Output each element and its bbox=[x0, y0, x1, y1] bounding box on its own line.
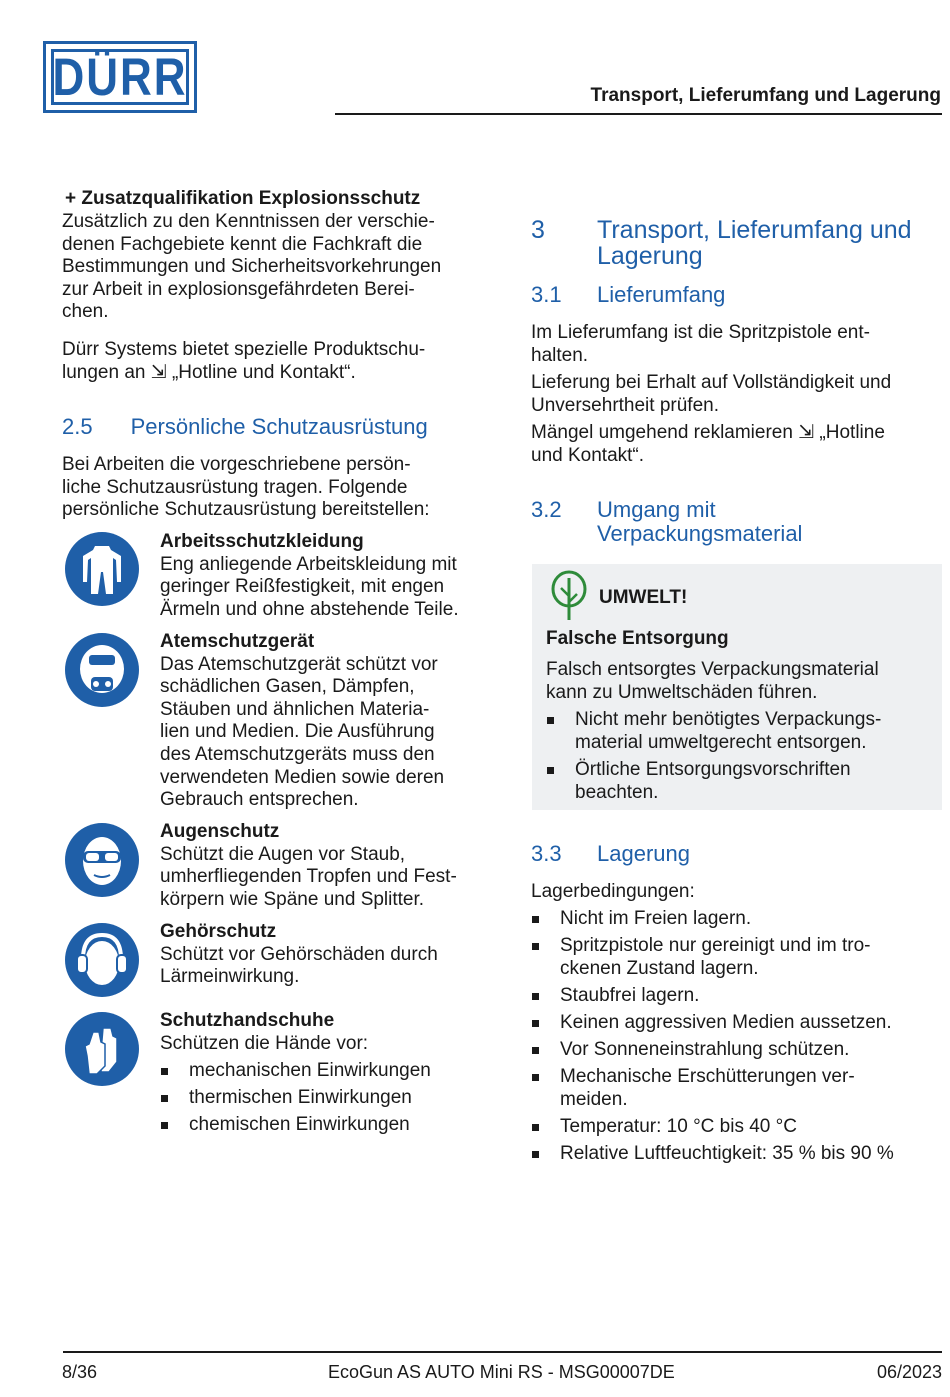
page-number: 8/36 bbox=[62, 1362, 98, 1382]
environment-text: Falsch entsorgtes Verpackungsmaterial kann zu Umweltschäden führen. bbox=[546, 659, 879, 703]
storage-list bbox=[531, 907, 942, 1169]
chapter-3-heading: 3 Transport, Lieferumfang und Lagerung bbox=[531, 216, 912, 270]
hearing-protection-icon bbox=[65, 923, 139, 997]
list-item: Vor Sonneneinstrahlung schützen. bbox=[531, 1038, 942, 1061]
s31-paragraph-3: Mängel umgehend reklamieren ⇲ „Hotline und Kontakt“. bbox=[531, 422, 885, 466]
gloves-list bbox=[160, 1059, 490, 1136]
environment-plant-icon bbox=[550, 570, 588, 628]
duerr-logo bbox=[43, 41, 197, 113]
ppe-hearing-entry: Gehörschutz Schützt vor Gehörschäden durch Lärmeinwirkung. bbox=[160, 921, 438, 988]
s31-paragraph-1: Im Lieferumfang ist die Spritzpistole ent- halten. bbox=[531, 322, 870, 366]
section-3-3-heading: 3.3 Lagerung bbox=[531, 841, 690, 866]
s31-paragraph-2: Lieferung bei Erhalt auf Vollständigkeit und Unversehrtheit prüfen. bbox=[531, 372, 892, 416]
ppe-intro: Bei Arbeiten die vorgeschriebene persön- liche Schutzausrüstung tragen. Folgende persönliche Schutzausrüstung bereitstellen: bbox=[62, 454, 430, 521]
eye-protection-icon bbox=[65, 823, 139, 897]
cross-reference-icon: ⇲ bbox=[150, 361, 172, 383]
list-item: Örtliche Entsorgungsvorschriften beachten. bbox=[546, 758, 936, 804]
hotline-link[interactable]: „Hotline und Kontakt“. bbox=[171, 361, 356, 383]
storage-intro: Lagerbedingungen: bbox=[531, 881, 695, 902]
list-item: Mechanische Erschütterungen ver- meiden. bbox=[531, 1065, 942, 1111]
list-item: Relative Luftfeuchtigkeit: 35 % bis 90 % bbox=[531, 1142, 942, 1165]
list-item: Keinen aggressiven Medien aussetzen. bbox=[531, 1011, 942, 1034]
list-item: Nicht mehr benötigtes Verpackungs- material umweltgerecht entsorgen. bbox=[546, 708, 936, 754]
header-rule bbox=[335, 113, 942, 115]
list-item: Staubfrei lagern. bbox=[531, 984, 942, 1007]
list-item: thermischen Einwirkungen bbox=[160, 1086, 490, 1109]
qualification-text: Zusätzlich zu den Kenntnissen der verschie- denen Fachgebiete kennt die Fachkraft die Bestimmungen und Sicherheitsvorkehrungen zur Arbeit in explosionsgefährdeten Berei- chen. bbox=[62, 211, 442, 323]
list-item: Temperatur: 10 °C bis 40 °C bbox=[531, 1115, 942, 1138]
training-paragraph: Dürr Systems bietet spezielle Produktschu- lungen an ⇲ „Hotline und Kontakt“. bbox=[62, 339, 426, 383]
environment-title: Falsche Entsorgung bbox=[546, 628, 729, 649]
environment-list bbox=[546, 708, 936, 808]
footer-rule bbox=[63, 1351, 942, 1353]
cross-reference-icon: ⇲ bbox=[798, 422, 820, 443]
qualification-title: + Zusatzqualifikation Explosionsschutz bbox=[65, 188, 421, 209]
respirator-icon bbox=[65, 633, 139, 707]
ppe-gloves-entry: Schutzhandschuhe Schützen die Hände vor: mechanischen Einwirkungen thermischen Einwirkungen chemischen Einwirkungen bbox=[160, 1010, 490, 1140]
ppe-clothing-entry: Arbeitsschutzkleidung Eng anliegende Arbeitskleidung mit geringer Reißfestigkeit, mit engen Ärmeln und ohne abstehende Teile. bbox=[160, 531, 459, 620]
list-item: Spritzpistole nur gereinigt und im tro- ckenen Zustand lagern. bbox=[531, 934, 942, 980]
protective-clothing-icon bbox=[65, 532, 139, 606]
environment-label: UMWELT! bbox=[599, 587, 688, 608]
header-section-title: Transport, Lieferumfang und Lagerung bbox=[590, 85, 941, 106]
hotline-link[interactable]: „Hotline bbox=[819, 422, 885, 443]
ppe-respirator-entry: Atemschutzgerät Das Atemschutzgerät schützt vor schädlichen Gasen, Dämpfen, Stäuben und ähnlichen Materia- lien und Medien. Die Ausführung des Atemschutzgeräts muss den verwendeten Medien sowie deren Gebrauch entsprechen. bbox=[160, 631, 445, 811]
logo-text: DÜRR bbox=[52, 47, 188, 107]
document-date: 06/2023 bbox=[877, 1362, 943, 1382]
gloves-icon bbox=[65, 1012, 139, 1086]
document-id: EcoGun AS AUTO Mini RS - MSG00007DE bbox=[328, 1362, 675, 1382]
list-item: chemischen Einwirkungen bbox=[160, 1113, 490, 1136]
section-2-5-heading: 2.5 Persönliche Schutzausrüstung bbox=[62, 414, 428, 439]
list-item: mechanischen Einwirkungen bbox=[160, 1059, 490, 1082]
section-3-1-heading: 3.1 Lieferumfang bbox=[531, 282, 726, 307]
section-3-2-heading: 3.2 Umgang mit Verpackungsmaterial bbox=[531, 497, 803, 546]
ppe-eye-entry: Augenschutz Schützt die Augen vor Staub, umherfliegenden Tropfen und Fest- körpern wie Späne und Splitter. bbox=[160, 821, 457, 910]
list-item: Nicht im Freien lagern. bbox=[531, 907, 942, 930]
